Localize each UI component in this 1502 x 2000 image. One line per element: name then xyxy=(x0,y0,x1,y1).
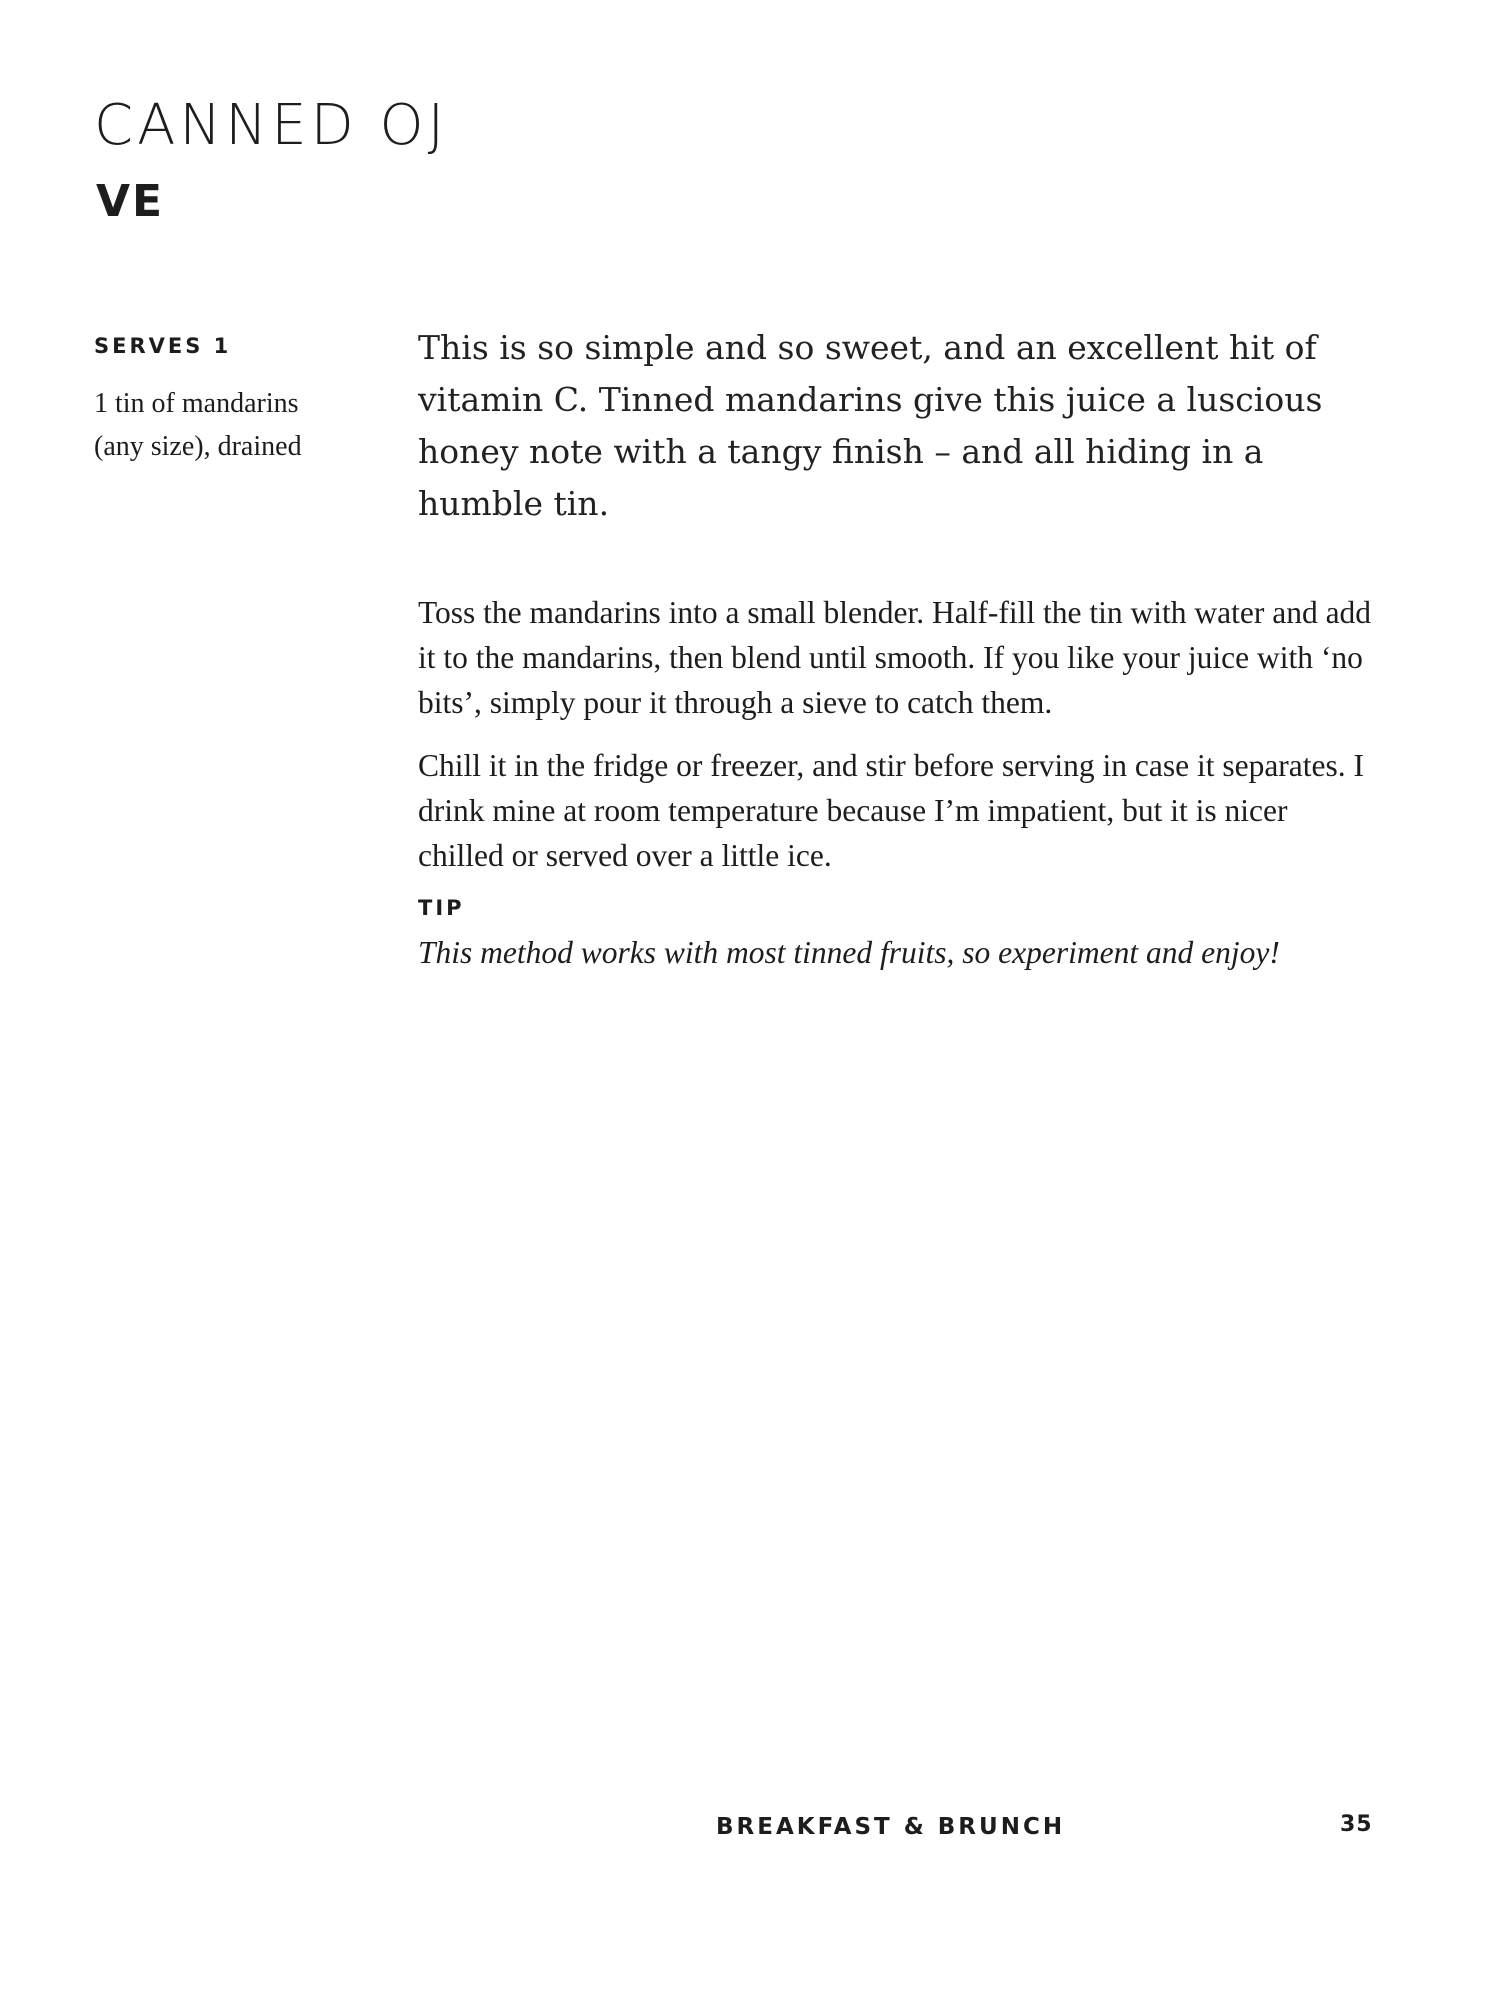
recipe-intro: This is so simple and so sweet, and an excellent hit of vitamin C. Tinned mandarins give this juice a luscious honey note with a tangy finish – and all hiding in a humble tin. xyxy=(418,328,1323,523)
ingredient-line: 1 tin of mandarins xyxy=(94,388,299,419)
tip-text: This method works with most tinned fruits, so experiment and enjoy! xyxy=(418,935,1280,970)
ingredient-line: (any size), drained xyxy=(94,431,302,462)
dietary-tag: VE xyxy=(96,176,165,227)
page-number: 35 xyxy=(1340,1812,1373,1837)
serves-label: SERVES 1 xyxy=(94,334,232,358)
recipe-content xyxy=(418,322,1378,976)
method-steps xyxy=(418,590,1378,878)
ingredients-sidebar xyxy=(94,334,354,468)
tip-heading: TIP xyxy=(418,896,465,920)
footer-section-title: BREAKFAST & BRUNCH xyxy=(716,1814,1066,1840)
method-paragraph: Toss the mandarins into a small blender. Half-fill the tin with water and add it to the mandarins, then blend until smooth. If you like your juice with ‘no bits’, simply pour it through a sieve to catch them. xyxy=(418,595,1372,720)
recipe-title: CANNED OJ xyxy=(94,93,449,158)
method-paragraph: Chill it in the fridge or freezer, and stir before serving in case it separates. I drink mine at room temperature because I’m impatient, but it is nicer chilled or served over a little ice. xyxy=(418,748,1364,873)
